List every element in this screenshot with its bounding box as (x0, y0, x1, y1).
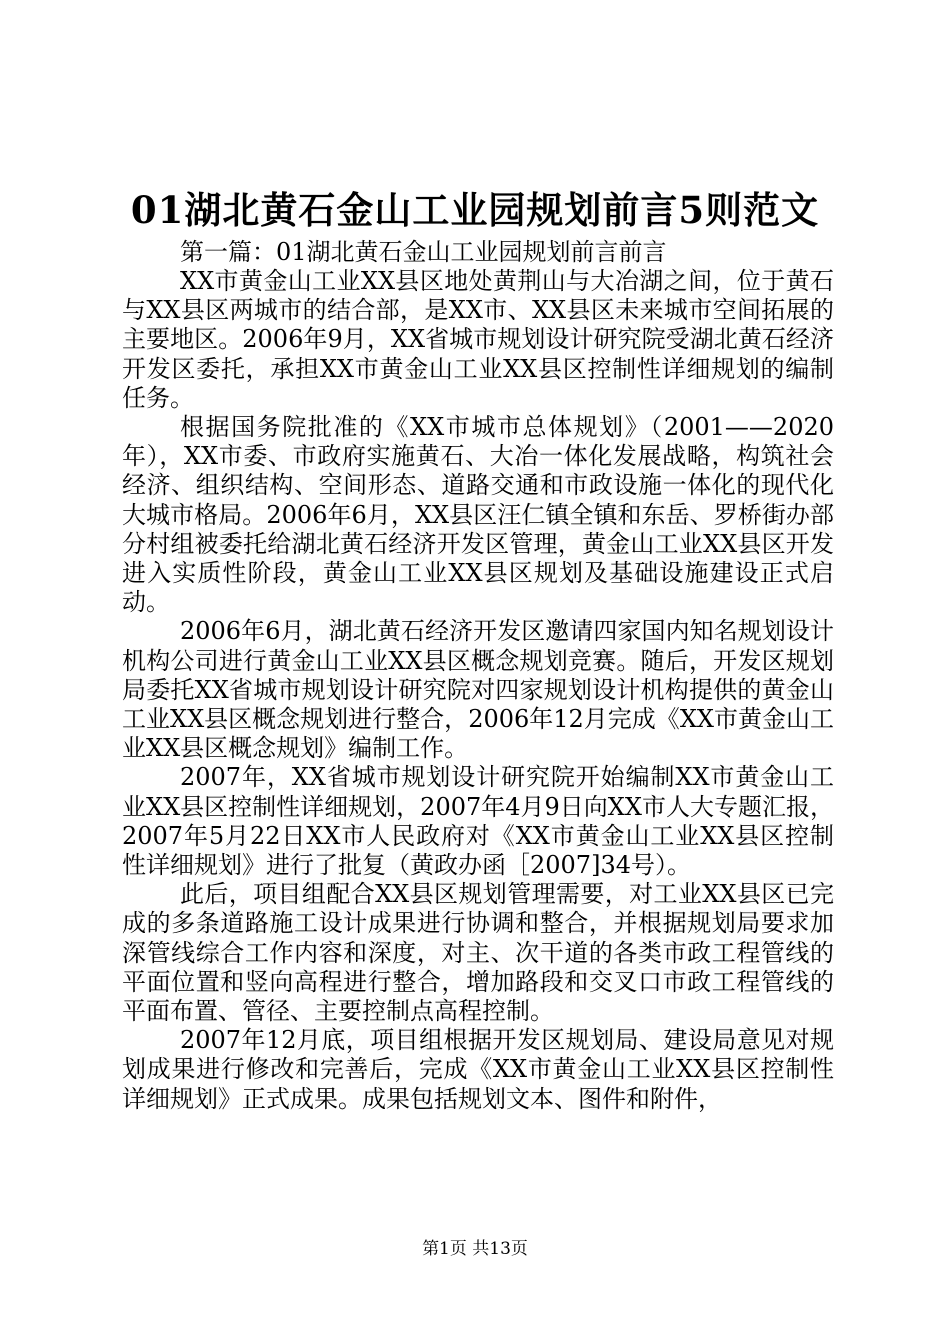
page-indicator: 第1页 共13页 (422, 1239, 528, 1259)
paragraph: XX市黄金山工业XX县区地处黄荆山与大冶湖之间，位于黄石与XX县区两城市的结合部，是XX市、XX县区未来城市空间拓展的主要地区。2006年9月，XX省城市规划设计研究院受湖北黄石经济开发区委托，承担XX市黄金山工业XX县区控制性详细规划的编制任务。 (122, 267, 834, 412)
paragraph: 2007年12月底，项目组根据开发区规划局、建设局意见对规划成果进行修改和完善后，完成《XX市黄金山工业XX县区控制性详细规划》正式成果。成果包括规划文本、图件和附件， (122, 1026, 834, 1113)
paragraph: 2007年，XX省城市规划设计研究院开始编制XX市黄金山工业XX县区控制性详细规划，2007年4月9日向XX市人大专题汇报，2007年5月22日XX市人民政府对《XX市黄金山工业XX县区控制性详细规划》进行了批复（黄政办函［2007]34号）。 (122, 763, 834, 880)
document-title: 01湖北黄石金山工业园规划前言5则范文 (130, 188, 820, 232)
paragraph: 2006年6月，湖北黄石经济开发区邀请四家国内知名规划设计机构公司进行黄金山工业XX县区概念规划竞赛。随后，开发区规划局委托XX省城市规划设计研究院对四家规划设计机构提供的黄金山工业XX县区概念规划进行整合，2006年12月完成《XX市黄金山工业XX县区概念规划》编制工作。 (122, 617, 834, 763)
section-heading: 第一篇：01湖北黄石金山工业园规划前言前言 (180, 238, 667, 266)
paragraph: 此后，项目组配合XX县区规划管理需要，对工业XX县区已完成的多条道路施工设计成果进行协调和整合，并根据规划局要求加深管线综合工作内容和深度，对主、次干道的各类市政工程管线的平面位置和竖向高程进行整合，增加路段和交叉口市政工程管线的平面布置、管径、主要控制点高程控制。 (122, 880, 834, 1026)
document-body (122, 267, 834, 1114)
paragraph: 根据国务院批准的《XX市城市总体规划》（2001——2020年），XX市委、市政府实施黄石、大冶一体化发展战略，构筑社会经济、组织结构、空间形态、道路交通和市政设施一体化的现代化大城市格局。2006年6月，XX县区汪仁镇全镇和东岳、罗桥街办部分村组被委托给湖北黄石经济开发区管理，黄金山工业XX县区开发进入实质性阶段，黄金山工业XX县区规划及基础设施建设正式启动。 (122, 413, 834, 617)
